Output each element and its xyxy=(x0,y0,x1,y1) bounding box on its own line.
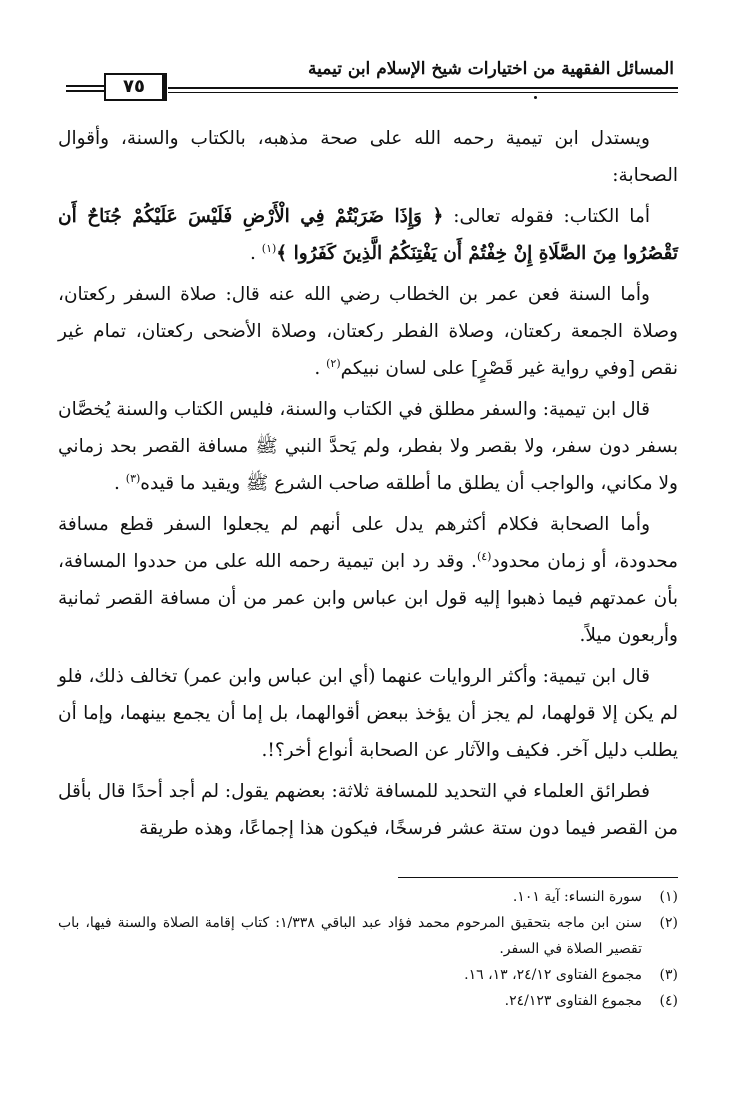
page-header xyxy=(60,55,678,105)
main-text xyxy=(58,120,678,851)
footnote xyxy=(58,884,678,910)
paragraph-intro xyxy=(58,120,678,194)
footnote-text: سنن ابن ماجه بتحقيق المرحوم محمد فؤاد عبد الباقي ١/٣٣٨: كتاب إقامة الصلاة والسنة فيها، باب تقصير الصلاة في السفر. xyxy=(58,915,642,957)
sentence-end: . xyxy=(113,473,120,494)
footnote-text: مجموع الفتاوى ٢٤/١٢٣. xyxy=(504,993,642,1009)
header-left-rule-2 xyxy=(66,90,104,92)
paragraph-text: فطرائق العلماء في التحديد للمسافة ثلاثة: بعضهم يقول: لم أجد أحدًا قال بأقل من القصر فيما دون ستة عشر فرسخًا، فيكون هذا إجماعًا، وهذه طريقة xyxy=(58,781,678,839)
footnote-number: (٢) xyxy=(659,915,678,931)
header-dot xyxy=(534,96,537,99)
sentence-end: . xyxy=(250,243,256,264)
footnote-number: (٤) xyxy=(659,993,678,1009)
footnote-number: (١) xyxy=(659,889,678,905)
footnote xyxy=(58,910,678,962)
page-number: ٧٥ xyxy=(104,73,167,101)
footnote xyxy=(58,988,678,1014)
footnote-ref-4: (٤) xyxy=(476,549,492,563)
header-rule-thin xyxy=(168,92,678,93)
paragraph-text: وقد رد ابن تيمية رحمه الله على من حددوا المسافة، بأن عمدتهم فيما ذهبوا إليه قول ابن عباس وابن عمر من أن مسافة القصر ثمانية وأربعون ميلاً. xyxy=(58,551,678,646)
footnote-ref-2: (٢) xyxy=(326,356,341,370)
sentence-end: . xyxy=(471,551,477,572)
footnote-text: مجموع الفتاوى ٢٤/١٢، ١٣، ١٦. xyxy=(464,967,642,983)
sentence-end: . xyxy=(314,358,321,379)
footnote-ref-3: (٣) xyxy=(125,471,141,485)
paragraph-text: أما الكتاب: فقوله تعالى: xyxy=(453,206,650,227)
paragraph-companions xyxy=(58,506,678,654)
footnote-separator xyxy=(398,877,678,878)
footnotes xyxy=(58,884,678,1014)
paragraph-text: ويستدل ابن تيمية رحمه الله على صحة مذهبه، بالكتاب والسنة، وأقوال الصحابة: xyxy=(58,128,678,186)
footnote-number: (٣) xyxy=(659,967,678,983)
paragraph-text: قال ابن تيمية: وأكثر الروايات عنهما (أي ابن عباس وابن عمر) تخالف ذلك، فلو لم يكن إلا قولهما، لم يجز أن يؤخذ ببعض أقوالهما، بل إما أن يجمع بينهما، وإما أن يطلب دليل آخر. فكيف والآثار عن الصحابة أنواع أخر؟!. xyxy=(58,666,678,761)
paragraph-ibn-taymiyya-1 xyxy=(58,391,678,502)
paragraph-text: وأما الصحابة فكلام أكثرهم يدل على أنهم لم يجعلوا السفر قطع مسافة محدودة، أو زمان محدود xyxy=(58,514,678,572)
paragraph-text: وأما السنة فعن عمر بن الخطاب رضي الله عنه قال: صلاة السفر ركعتان، وصلاة الجمعة ركعتان، وصلاة الفطر ركعتان، وصلاة الأضحى ركعتان، تمام غير نقص [وفي رواية غير قَصْرٍ] على لسان نبيكم xyxy=(58,284,678,379)
paragraph-ibn-taymiyya-2 xyxy=(58,658,678,769)
paragraph-quran xyxy=(58,198,678,272)
paragraph-sunnah xyxy=(58,276,678,387)
running-title: المسائل الفقهية من اختيارات شيخ الإسلام ابن تيمية xyxy=(308,59,674,79)
header-left-rule xyxy=(66,85,104,87)
paragraph-scholars xyxy=(58,773,678,847)
quran-verse: ﴿ وَإِذَا ضَرَبْتُمْ فِي الْأَرْضِ فَلَيْسَ عَلَيْكُمْ جُنَاحٌ أَن تَقْصُرُوا مِنَ الصَّلَاةِ إِنْ خِفْتُمْ أَن يَفْتِنَكُمُ الَّذِينَ كَفَرُوا ﴾ xyxy=(58,206,678,264)
header-rule xyxy=(168,87,678,89)
footnote-text: سورة النساء: آية ١٠١. xyxy=(512,889,642,905)
paragraph-text: قال ابن تيمية: والسفر مطلق في الكتاب والسنة، فليس الكتاب والسنة يُخصَّان بسفر دون سفر، ولا بقصر ولا بفطر، ولم يَحدَّ النبي ﷺ مسافة القصر بحد زماني ولا مكاني، والواجب أن يطلق ما أطلقه صاحب الشرع ﷺ ويقيد ما قيده xyxy=(58,399,678,494)
footnote-ref-1: (١) xyxy=(261,241,277,255)
footnote xyxy=(58,962,678,988)
